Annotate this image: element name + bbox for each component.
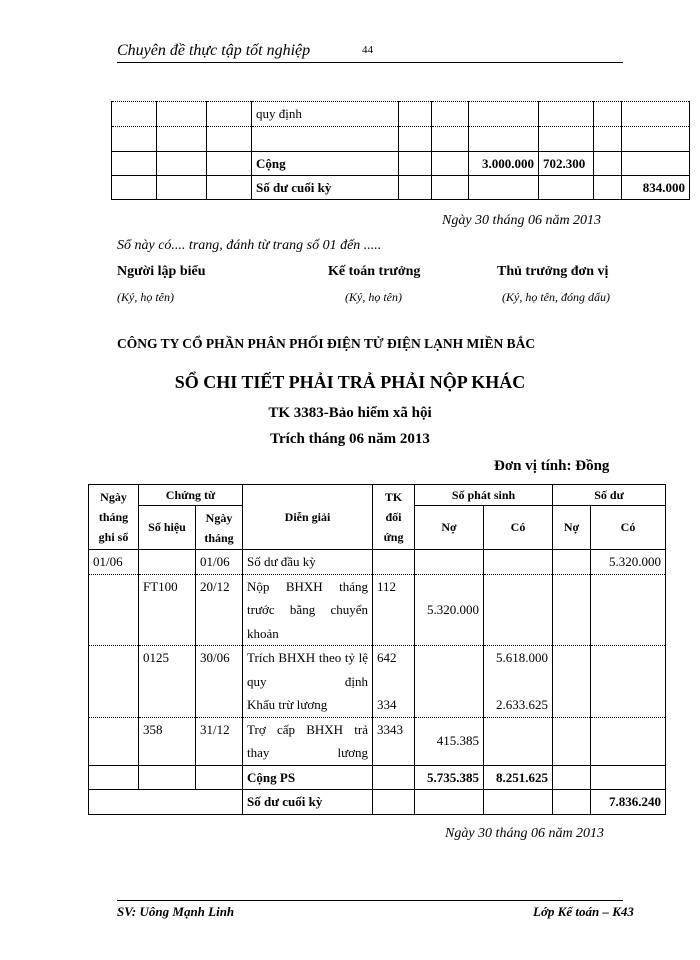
col-header-description: Diễn giải — [243, 485, 373, 550]
table-row — [112, 127, 690, 152]
total-credit: 702.300 — [539, 152, 594, 176]
total-debit: 3.000.000 — [469, 152, 539, 176]
date-line-2: Ngày 30 tháng 06 năm 2013 — [445, 826, 605, 841]
footer-student: SV: Uông Mạnh Linh — [117, 904, 235, 919]
table-row — [89, 790, 666, 815]
col-header-balance: Số dư — [553, 485, 666, 506]
table-row: 01/06 01/06 Số dư đầu kỳ 5.320.000 — [89, 550, 666, 575]
footer-class: Lớp Kế toán – K43 — [533, 904, 634, 919]
col-header-date: Ngày tháng ghi sổ — [89, 485, 139, 550]
signature-title-preparer: Người lập biểu — [117, 264, 206, 279]
col-header-account: TK đối ứng — [373, 485, 415, 550]
row-account-multi: 642 334 — [373, 646, 415, 718]
table-row — [112, 176, 690, 200]
header-rule — [117, 62, 623, 63]
ledger-table — [88, 484, 666, 815]
col-header-balance-credit: Có — [591, 506, 666, 550]
col-header-debit: Nợ — [415, 506, 484, 550]
table-row — [112, 102, 690, 127]
account-title: TK 3383-Bảo hiểm xã hội — [268, 405, 432, 421]
signature-sub-preparer: (Ký, họ tên) — [117, 290, 174, 304]
page-number: 44 — [362, 44, 373, 56]
signature-sub-director: (Ký, họ tên, đóng dấu) — [502, 290, 610, 304]
date-line-1: Ngày 30 tháng 06 năm 2013 — [442, 213, 602, 228]
page-count-note: Sổ này có.... trang, đánh từ trang số 01 đến ..... — [117, 238, 382, 253]
running-header-title: Chuyên đề thực tập tốt nghiệp — [117, 42, 311, 59]
table-row: FT100 20/12 Nộp BHXH tháng trước bằng chuyển khoản 112 5.320.000 — [89, 574, 666, 646]
row-desc: Trợ cấp BHXH trả thay lương — [243, 717, 373, 765]
company-name: CÔNG TY CỔ PHẦN PHÂN PHỐI ĐIỆN TỬ ĐIỆN LẠNH MIỀN BẮC — [117, 336, 536, 351]
col-header-voucher: Chứng từ — [139, 485, 243, 506]
total-ps-debit: 5.735.385 — [415, 765, 484, 790]
col-header-amounts: Số phát sinh — [415, 485, 553, 506]
col-header-credit: Có — [484, 506, 553, 550]
closing-label: Số dư cuối kỳ — [243, 790, 373, 815]
footer-rule — [117, 900, 623, 901]
signature-title-chief-accountant: Kế toán trưởng — [328, 264, 421, 279]
row-desc: Số dư đầu kỳ — [243, 550, 373, 575]
table-row — [89, 765, 666, 790]
signature-title-director: Thủ trưởng đơn vị — [497, 264, 609, 279]
table-header-row — [89, 485, 666, 506]
period-title: Trích tháng 06 năm 2013 — [270, 431, 430, 447]
total-ps-label: Cộng PS — [243, 765, 373, 790]
table-row: 0125 30/06 Trích BHXH theo tỷ lệ quy định Khấu trừ lương 642 334 5.618.000 2.633.625 — [89, 646, 666, 718]
col-header-balance-debit: Nợ — [553, 506, 591, 550]
currency-unit: Đơn vị tính: Đồng — [494, 458, 610, 474]
top-ledger-table — [111, 101, 690, 200]
closing-balance-label: Số dư cuối kỳ — [252, 176, 399, 200]
closing-balance-credit: 834.000 — [622, 176, 690, 200]
total-label: Cộng — [252, 152, 399, 176]
table-row — [112, 152, 690, 176]
col-header-voucher-no: Số hiệu — [139, 506, 196, 550]
row-desc: quy định — [252, 102, 399, 127]
book-title: SỔ CHI TIẾT PHẢI TRẢ PHẢI NỘP KHÁC — [174, 372, 526, 392]
row-credit-multi: 5.618.000 2.633.625 — [484, 646, 553, 718]
row-desc-multi: Trích BHXH theo tỷ lệ quy định Khấu trừ lương — [243, 646, 373, 718]
table-row: 358 31/12 Trợ cấp BHXH trả thay lương 3343 415.385 — [89, 717, 666, 765]
row-desc: Nộp BHXH tháng trước bằng chuyển khoản — [243, 574, 373, 646]
signature-sub-chief-accountant: (Ký, họ tên) — [345, 290, 402, 304]
total-ps-credit: 8.251.625 — [484, 765, 553, 790]
col-header-voucher-date: Ngày tháng — [196, 506, 243, 550]
closing-balance-credit: 7.836.240 — [591, 790, 666, 815]
